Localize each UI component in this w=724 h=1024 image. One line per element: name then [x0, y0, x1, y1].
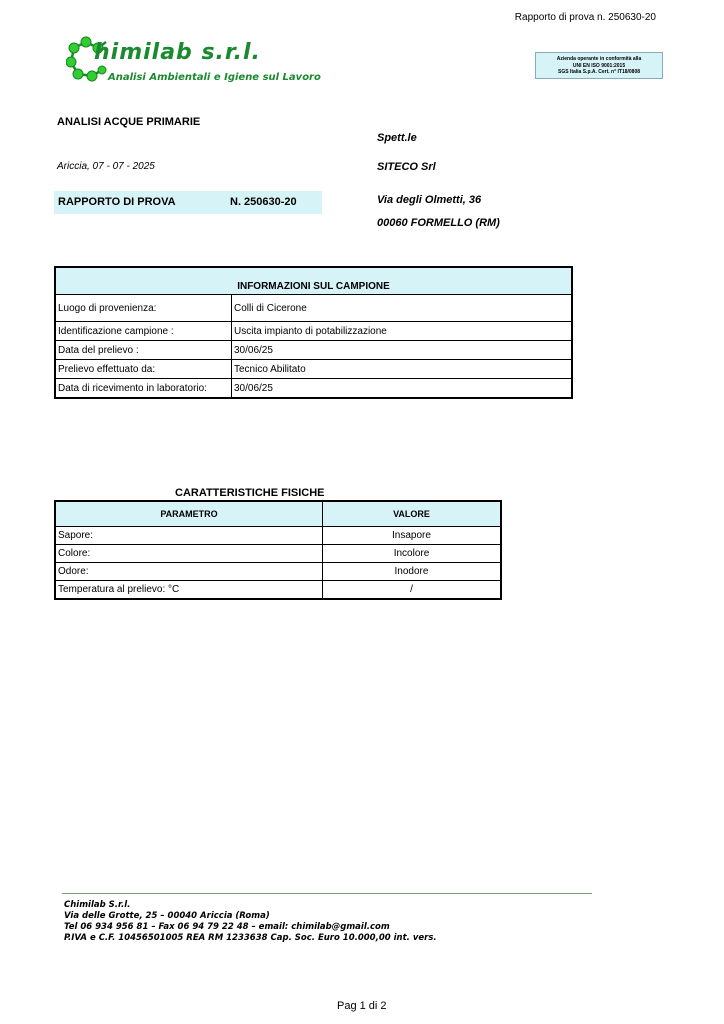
info-label: Data del prelievo :: [55, 341, 232, 360]
footer-line: Via delle Grotte, 25 – 00040 Ariccia (Roma): [64, 911, 270, 921]
company-tagline: Analisi Ambientali e Igiene sul Lavoro: [108, 72, 321, 83]
info-label: Luogo di provenienza:: [55, 295, 232, 322]
page-number: Pag 1 di 2: [337, 1000, 387, 1012]
value-cell: /: [323, 581, 502, 600]
info-label: Prelievo effettuato da:: [55, 360, 232, 379]
info-value: 30/06/25: [232, 379, 573, 399]
recipient-address-line1: Via degli Olmetti, 36: [377, 194, 482, 206]
document-title: ANALISI ACQUE PRIMARIE: [57, 116, 201, 128]
table-row: [55, 563, 501, 581]
table-row: [55, 379, 572, 399]
info-value: Uscita impianto di potabilizzazione: [232, 322, 573, 341]
table-row: [55, 360, 572, 379]
value-cell: Insapore: [323, 527, 502, 545]
recipient-address-line2: 00060 FORMELLO (RM): [377, 217, 500, 229]
param-cell: Sapore:: [55, 527, 323, 545]
report-label: RAPPORTO DI PROVA: [58, 196, 176, 208]
physical-heading: CARATTERISTICHE FISICHE: [175, 487, 325, 499]
info-label: Data di ricevimento in laboratorio:: [55, 379, 232, 399]
param-cell: Temperatura al prelievo: °C: [55, 581, 323, 600]
column-header-param: PARAMETRO: [55, 501, 323, 527]
company-name: himilab s.r.l.: [94, 40, 261, 65]
certification-box: [535, 52, 663, 79]
footer-line: Tel 06 934 956 81 – Fax 06 94 79 22 48 – email: chimilab@gmail.com: [64, 922, 390, 932]
table-row: [55, 581, 501, 600]
sample-info-heading: INFORMAZIONI SUL CAMPIONE: [55, 267, 572, 295]
report-reference: Rapporto di prova n. 250630-20: [514, 12, 656, 23]
sample-info-table: [54, 266, 573, 399]
param-cell: Colore:: [55, 545, 323, 563]
cert-line: UNI EN ISO 9001:2015: [572, 62, 626, 69]
place-date: Ariccia, 07 - 07 - 2025: [57, 161, 155, 172]
physical-table: [54, 500, 502, 600]
report-number: N. 250630-20: [230, 196, 297, 208]
recipient-name: SITECO Srl: [377, 161, 436, 173]
report-number-box: [54, 191, 322, 214]
param-cell: Odore:: [55, 563, 323, 581]
company-logo: [66, 36, 336, 92]
recipient-salutation: Spett.le: [377, 132, 417, 144]
footer-address: [64, 900, 437, 944]
value-cell: Inodore: [323, 563, 502, 581]
table-row: [55, 295, 572, 322]
table-row: [55, 545, 501, 563]
cert-line: Azienda operante in conformità alla: [556, 56, 642, 62]
footer-line: Chimilab S.r.l.: [64, 900, 131, 910]
value-cell: Incolore: [323, 545, 502, 563]
cert-line: SGS Italia S.p.A. Cert. n° IT18/0808: [557, 69, 641, 75]
info-label: Identificazione campione :: [55, 322, 232, 341]
info-value: Tecnico Abilitato: [232, 360, 573, 379]
column-header-value: VALORE: [323, 501, 502, 527]
table-row: [55, 527, 501, 545]
info-value: Colli di Cicerone: [232, 295, 573, 322]
footer-line: P.IVA e C.F. 10456501005 REA RM 1233638 Cap. Soc. Euro 10.000,00 int. vers.: [64, 933, 437, 943]
table-row: [55, 341, 572, 360]
footer-divider: [62, 893, 592, 894]
info-value: 30/06/25: [232, 341, 573, 360]
table-row: [55, 322, 572, 341]
